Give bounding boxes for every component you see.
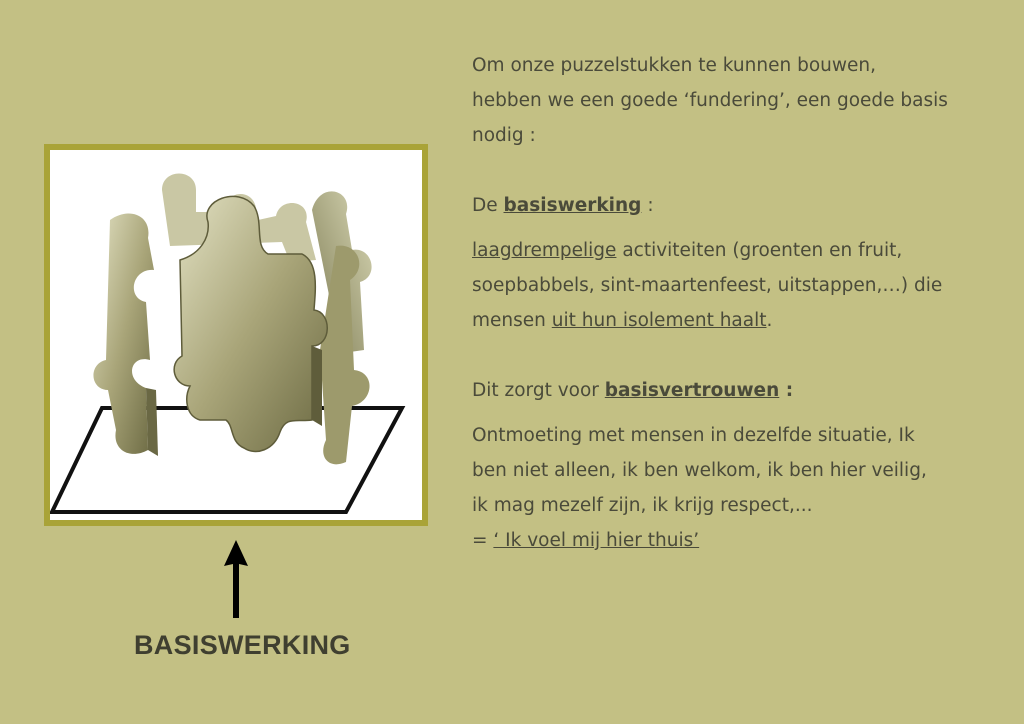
- trust-prefix: Dit zorgt voor: [472, 380, 605, 401]
- line-3-prefix: mensen: [472, 310, 552, 331]
- trust-line-4: [472, 523, 992, 558]
- basiswerking-term: basiswerking: [503, 195, 642, 216]
- basiswerking-line-1-rest: activiteiten (groenten en fruit,: [616, 240, 903, 261]
- intro-line-2: hebben we een goede ‘fundering’, een goede basis: [472, 90, 948, 111]
- intro-line-3: nodig :: [472, 125, 536, 146]
- trust-line-4-prefix: =: [472, 530, 494, 551]
- trust-line-3: ik mag mezelf zijn, ik krijg respect,...: [472, 495, 813, 516]
- intro-line-1: Om onze puzzelstukken te kunnen bouwen,: [472, 55, 876, 76]
- basiswerking-line-1: [472, 233, 992, 268]
- heading-suffix: :: [641, 195, 654, 216]
- puzzle-pieces-circle-icon: [50, 150, 422, 520]
- text-content: [472, 48, 992, 558]
- thuis-quote: ‘ Ik voel mij hier thuis’: [493, 530, 700, 551]
- basiswerking-line-3: [472, 303, 992, 338]
- trust-line-2: ben niet alleen, ik ben welkom, ik ben hier veilig,: [472, 460, 927, 481]
- heading-prefix: De: [472, 195, 504, 216]
- line-3-suffix: .: [766, 310, 773, 331]
- basiswerking-caption: BASISWERKING: [134, 630, 351, 660]
- basisvertrouwen-term: basisvertrouwen: [604, 380, 780, 401]
- basiswerking-line-2: soepbabbels, sint-maartenfeest, uitstappen,…) die: [472, 275, 943, 296]
- basisvertrouwen-heading: [472, 373, 992, 408]
- trust-line-1: Ontmoeting met mensen in dezelfde situatie, Ik: [472, 425, 915, 446]
- basiswerking-heading: [472, 188, 992, 223]
- laagdrempelige-term: laagdrempelige: [472, 240, 617, 261]
- puzzle-illustration-frame: [44, 144, 428, 526]
- isolement-phrase: uit hun isolement haalt: [551, 310, 767, 331]
- trust-suffix: :: [779, 380, 794, 401]
- up-arrow-icon: [222, 540, 250, 620]
